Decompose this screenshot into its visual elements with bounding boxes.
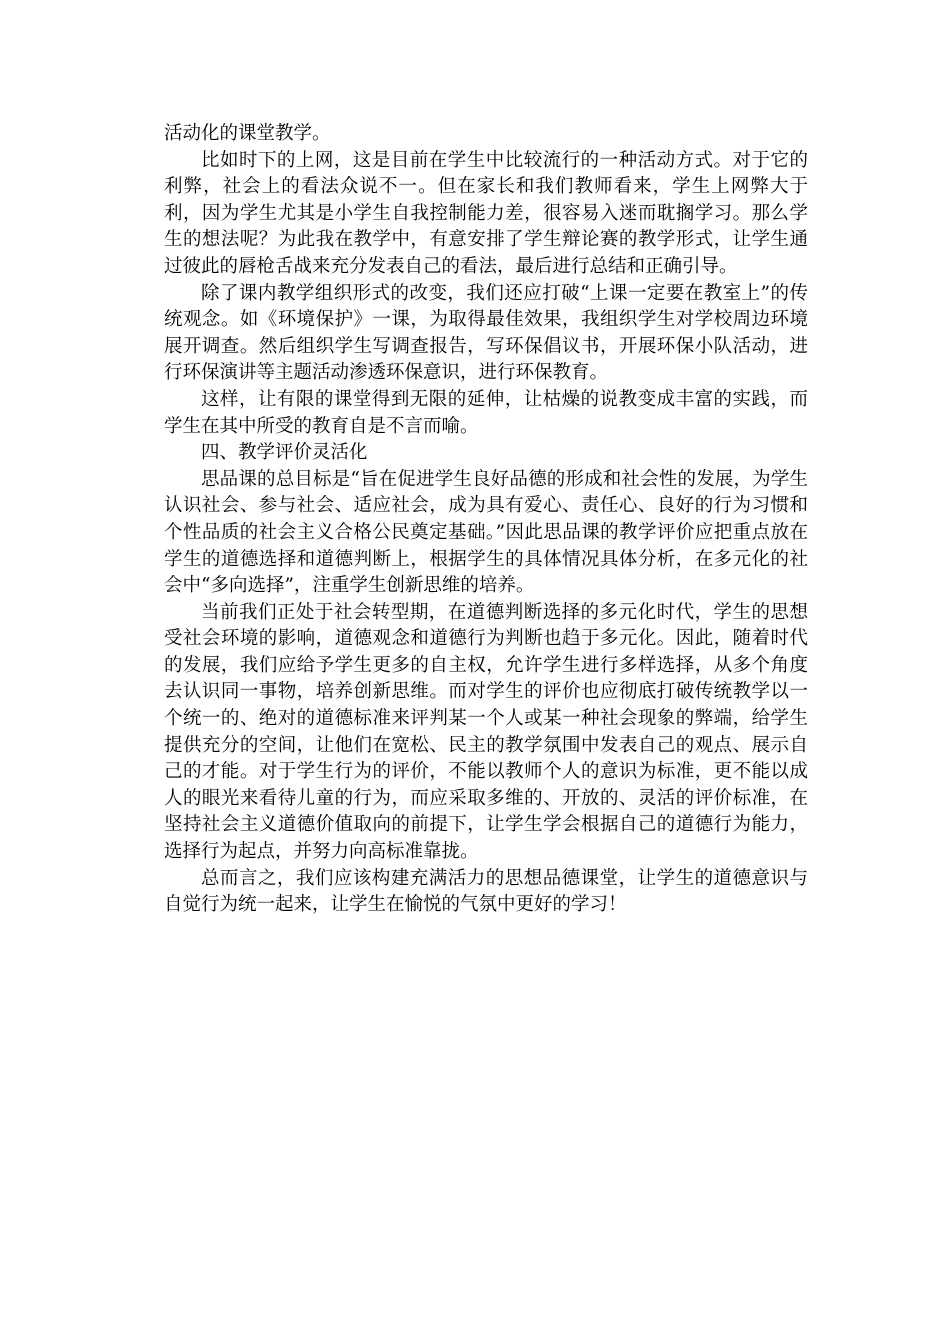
section-heading-evaluation: 四、教学评价灵活化 — [201, 442, 368, 464]
paragraph-conclusion: 总而言之，我们应该构建充满活力的思想品德课堂，让学生的道德意识与自觉行为统一起来，让学生在愉悦的气氛中更好的学习！ — [164, 867, 808, 916]
paragraph-classroom-extension: 这样，让有限的课堂得到无限的延伸，让枯燥的说教变成丰富的实践，而学生在其中所受的教育自是不言而喻。 — [164, 388, 808, 437]
paragraph-course-goal: 思品课的总目标是“旨在促进学生良好品德的形成和社会性的发展，为学生认识社会、参与社会、适应社会，成为具有爱心、责任心、良好的行为习惯和个性品质的社会主义合格公民奠定基础。”因此思品课的教学评价应把重点放在学生的道德选择和道德判断上，根据学生的具体情况具体分析，在多元化的社会中“多向选择”，注重学生创新思维的培养。 — [164, 468, 808, 597]
paragraph-environment-lesson: 除了课内教学组织形式的改变，我们还应打破“上课一定要在教室上”的传统观念。如《环境保护》一课，为取得最佳效果，我组织学生对学校周边环境展开调查。然后组织学生写调查报告，写环保倡议书，开展环保小队活动，进行环保演讲等主题活动渗透环保意识，进行环保教育。 — [164, 282, 808, 384]
document-body — [164, 121, 808, 919]
paragraph-social-transition: 当前我们正处于社会转型期，在道德判断选择的多元化时代，学生的思想受社会环境的影响，道德观念和道德行为判断也趋于多元化。因此，随着时代的发展，我们应给予学生更多的自主权，允许学生进行多样选择，从多个角度去认识同一事物，培养创新思维。而对学生的评价也应彻底打破传统教学以一个统一的、绝对的道德标准来评判某一个人或某一种社会现象的弊端，给学生提供充分的空间，让他们在宽松、民主的教学氛围中发表自己的观点、展示自己的才能。对于学生行为的评价，不能以教师个人的意识为标准，更不能以成人的眼光来看待儿童的行为，而应采取多维的、开放的、灵活的评价标准，在坚持社会主义道德价值取向的前提下，让学生学会根据自己的道德行为能力，选择行为起点，并努力向高标准靠拢。 — [164, 601, 808, 863]
paragraph-continuation: 活动化的课堂教学。 — [164, 123, 331, 144]
paragraph-internet-debate: 比如时下的上网，这是目前在学生中比较流行的一种活动方式。对于它的利弊，社会上的看法众说不一。但在家长和我们教师看来，学生上网弊大于利，因为学生尤其是小学生自我控制能力差，很容易入迷而耽搁学习。那么学生的想法呢？为此我在教学中，有意安排了学生辩论赛的教学形式，让学生通过彼此的唇枪舌战来充分发表自己的看法，最后进行总结和正确引导。 — [164, 149, 808, 277]
